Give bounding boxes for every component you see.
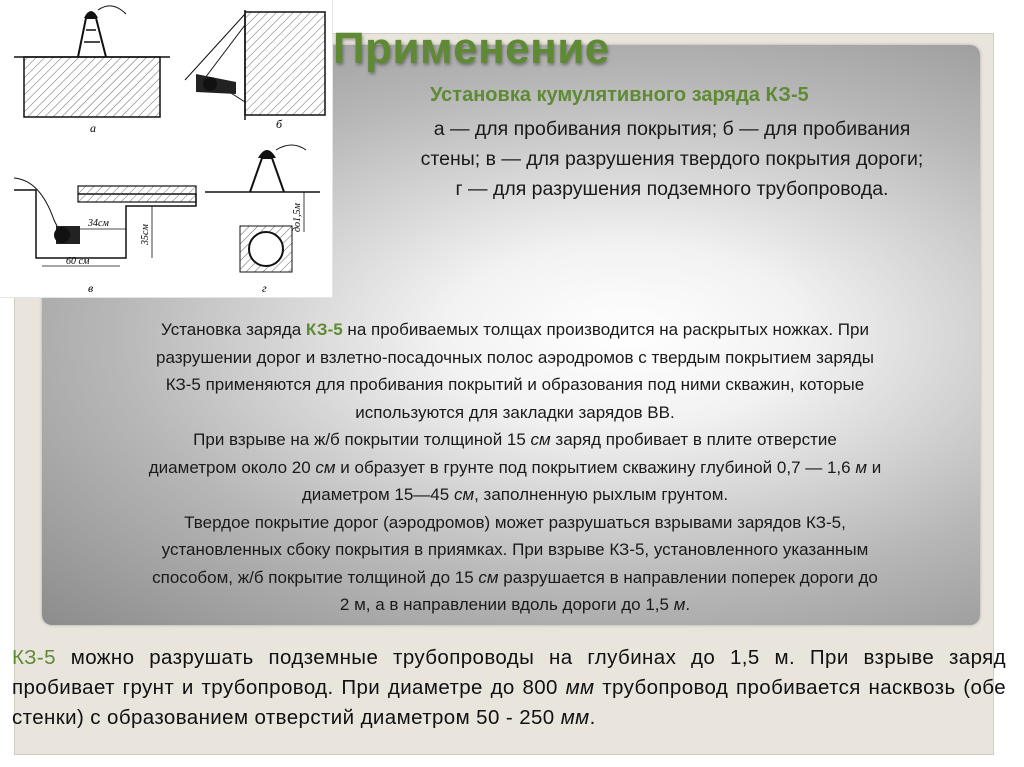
description-line: а — для пробивания покрытия; б — для пробивания — [433, 118, 911, 140]
panel-b-label: б — [276, 117, 283, 131]
text-run: на пробиваемых толщах производится на раскрытых ножках. При — [342, 320, 869, 339]
text-run: трубопровод пробивается насквозь (обе стенки) с образованием отверстий диаметром 50 - 250 — [12, 676, 1006, 729]
unit: см — [315, 457, 336, 477]
text-run: и — [867, 457, 882, 477]
panel-b-drawing — [185, 10, 325, 120]
text-run: установленных сбоку покрытия в приямках. При взрыве КЗ-5, установленного указанным — [161, 540, 869, 559]
description-line: стены; в — для разрушения твердого покрытия дороги; — [420, 148, 924, 170]
paragraph-road — [12, 509, 1018, 619]
dim-34cm: 34см — [88, 218, 109, 229]
text-run: способом, ж/б покрытие толщиной до 15 — [152, 567, 479, 587]
text-run: диаметром 15—45 — [301, 485, 454, 504]
dim-60cm: 60 см — [66, 256, 90, 267]
unit: см — [453, 485, 475, 504]
unit: см — [478, 567, 499, 587]
text-run: При взрыве на ж/б покрытии толщиной 15 — [193, 430, 531, 449]
text-run: . — [589, 706, 596, 729]
slide-title: Применение — [333, 24, 610, 73]
text-run: заряд пробивает в плите отверстие — [550, 430, 837, 449]
text-run: 2 м, а в направлении вдоль дороги до 1,5 — [339, 595, 674, 614]
slide-subtitle: Установка кумулятивного заряда КЗ-5 — [430, 84, 809, 106]
text-run: разрушении дорог и взлетно-посадочных полос аэродромов с твердым покрытием заряды — [156, 347, 874, 367]
panel-a-drawing — [14, 6, 170, 117]
main-text-block — [12, 316, 1018, 619]
text-run: , заполненную рыхлым грунтом. — [474, 485, 729, 504]
text-run: . — [685, 595, 691, 614]
diagram-svg — [0, 0, 332, 297]
unit: м — [673, 595, 686, 614]
text-run: и образует в грунте под покрытием скважину глубиной 0,7 — 1,6 — [335, 457, 856, 477]
dim-1-5m: до1,5м — [292, 203, 303, 232]
unit: см — [530, 430, 551, 449]
text-run: используются для закладки зарядов ВВ. — [355, 402, 675, 422]
unit: м — [855, 457, 867, 477]
unit: мм — [565, 676, 595, 699]
text-run: можно разрушать подземные трубопроводы на глубинах до 1,5 м. При взрыве заряд пробивает грунт и трубопровод. При диаметре до 800 — [12, 646, 1006, 699]
text-run: КЗ-5 применяются для пробивания покрытий и образования под ними скважин, которые — [165, 375, 865, 394]
description-line: г — для разрушения подземного трубопровода. — [455, 178, 889, 200]
dim-35cm: 35см — [140, 224, 151, 245]
panel-a-label: а — [90, 121, 96, 135]
panel-g-label: г — [262, 281, 267, 295]
paragraph-installation — [12, 316, 1018, 426]
text-run: Твердое покрытие дорог (аэродромов) может разрушаться взрывами зарядов КЗ-5, — [184, 512, 846, 532]
text-run: разрушается в направлении поперек дороги до — [498, 567, 878, 587]
paragraph-explosion — [12, 426, 1018, 509]
text-run: Установка заряда — [161, 320, 306, 339]
installation-diagram — [0, 0, 333, 298]
figure-description — [332, 114, 1012, 204]
text-run: диаметром около 20 — [148, 457, 316, 477]
kz5-highlight: КЗ-5 — [305, 320, 343, 339]
unit: мм — [560, 706, 590, 729]
panel-v-label: в — [88, 281, 94, 295]
pipeline-text — [12, 643, 1006, 733]
kz5-highlight: КЗ-5 — [12, 646, 56, 669]
